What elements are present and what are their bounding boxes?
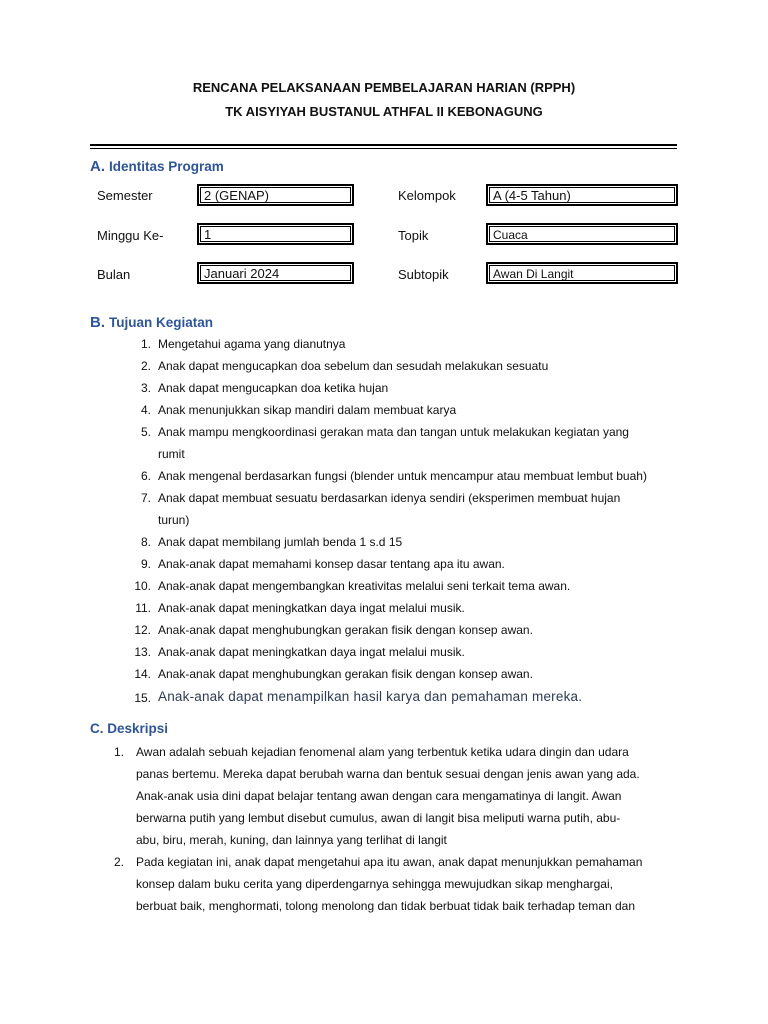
deskripsi-item-number: 1. — [113, 745, 124, 759]
deskripsi-item-number: 2. — [113, 855, 124, 869]
document-title: RENCANA PELAKSANAAN PEMBELAJARAN HARIAN (RPPH) — [192, 80, 576, 95]
tujuan-item-text: Mengetahui agama yang dianutnya — [158, 337, 346, 351]
deskripsi-item-line: konsep dalam buku cerita yang diperdengarnya sehingga mewujudkan sikap menghargai, — [136, 877, 613, 891]
semester-label: Semester — [97, 188, 153, 203]
tujuan-item-text: Anak dapat membilang jumlah benda 1 s.d 15 — [158, 535, 403, 549]
section-a-heading: A. Identitas Program — [90, 158, 224, 175]
kelompok-field: A (4-5 Tahun) — [486, 184, 678, 206]
semester-field: 2 (GENAP) — [197, 184, 354, 206]
bulan-label: Bulan — [97, 267, 131, 282]
tujuan-item-number: 3. — [140, 381, 151, 395]
tujuan-item-number: 1. — [140, 337, 151, 351]
tujuan-item-number: 11. — [135, 601, 151, 615]
minggu-label: Minggu Ke- — [97, 228, 164, 243]
tujuan-item-number: 10. — [134, 579, 151, 593]
topik-field: Cuaca — [486, 223, 678, 245]
deskripsi-item-line: berbuat baik, menghormati, tolong menolong dan tidak berbuat tidak baik terhadap teman dan — [136, 899, 635, 913]
topik-label: Topik — [398, 228, 429, 243]
tujuan-item-number: 8. — [140, 535, 151, 549]
tujuan-item-number: 12. — [134, 623, 151, 637]
tujuan-item-number: 5. — [140, 425, 151, 439]
tujuan-item-text: Anak-anak dapat mengembangkan kreativitas melalui seni terkait tema awan. — [158, 579, 571, 593]
tujuan-item-text: Anak dapat mengucapkan doa sebelum dan sesudah melakukan sesuatu — [158, 359, 549, 373]
tujuan-item-number: 14. — [134, 667, 151, 681]
header-divider — [90, 144, 677, 146]
tujuan-item-text: Anak dapat mengucapkan doa ketika hujan — [158, 381, 389, 395]
tujuan-item-text: Anak-anak dapat memahami konsep dasar tentang apa itu awan. — [158, 557, 505, 571]
section-c-heading: C. Deskripsi — [90, 721, 169, 736]
deskripsi-item-line: Pada kegiatan ini, anak dapat mengetahui apa itu awan, anak dapat menunjukkan pemahaman — [136, 855, 643, 869]
deskripsi-item-line: abu, biru, merah, kuning, dan lainnya yang terlihat di langit — [136, 833, 447, 847]
tujuan-item-text: Anak mampu mengkoordinasi gerakan mata dan tangan untuk melakukan kegiatan yang — [158, 425, 629, 439]
subtopik-label: Subtopik — [398, 267, 449, 282]
tujuan-item-text: turun) — [158, 513, 190, 527]
kelompok-label: Kelompok — [398, 188, 456, 203]
header-divider-thin — [90, 148, 677, 149]
tujuan-item-text: Anak menunjukkan sikap mandiri dalam membuat karya — [158, 403, 457, 417]
deskripsi-item-line: Awan adalah sebuah kejadian fenomenal alam yang terbentuk ketika udara dingin dan udara — [136, 745, 629, 759]
deskripsi-item-line: berwarna putih yang lembut disebut cumulus, awan di langit bisa meliputi warna putih, abu- — [136, 811, 621, 825]
tujuan-item-text: Anak-anak dapat meningkatkan daya ingat melalui musik. — [158, 645, 465, 659]
school-name: TK AISYIYAH BUSTANUL ATHFAL II KEBONAGUNG — [225, 104, 543, 119]
tujuan-item-text: Anak-anak dapat meningkatkan daya ingat melalui musik. — [158, 601, 465, 615]
section-b-heading: B. Tujuan Kegiatan — [90, 314, 214, 331]
tujuan-item-number: 9. — [140, 557, 151, 571]
tujuan-item-number: 13. — [134, 645, 151, 659]
deskripsi-item-line: panas bertemu. Mereka dapat berubah warna dan bentuk sesuai dengan jenis awan yang ada. — [136, 767, 640, 781]
subtopik-field: Awan Di Langit — [486, 262, 678, 284]
tujuan-item-text: Anak-anak dapat menghubungkan gerakan fisik dengan konsep awan. — [158, 623, 533, 637]
tujuan-item-number: 4. — [140, 403, 151, 417]
bulan-field: Januari 2024 — [197, 262, 354, 284]
tujuan-item-number: 6. — [140, 469, 151, 483]
tujuan-item-number: 15. — [134, 691, 151, 705]
tujuan-item-text: Anak-anak dapat menghubungkan gerakan fisik dengan konsep awan. — [158, 667, 533, 681]
tujuan-item-text: rumit — [158, 447, 185, 461]
tujuan-item-text: Anak dapat membuat sesuatu berdasarkan idenya sendiri (eksperimen membuat hujan — [158, 491, 621, 505]
tujuan-item-number: 7. — [140, 491, 151, 505]
tujuan-item-text: Anak-anak dapat menampilkan hasil karya dan pemahaman mereka. — [158, 689, 583, 704]
tujuan-item-number: 2. — [140, 359, 151, 373]
tujuan-item-text: Anak mengenal berdasarkan fungsi (blender untuk mencampur atau membuat lembut buah) — [158, 469, 647, 483]
deskripsi-item-line: Anak-anak usia dini dapat belajar tentang awan dengan cara mengamatinya di langit. Awan — [136, 789, 622, 803]
minggu-field: 1 — [197, 223, 354, 245]
